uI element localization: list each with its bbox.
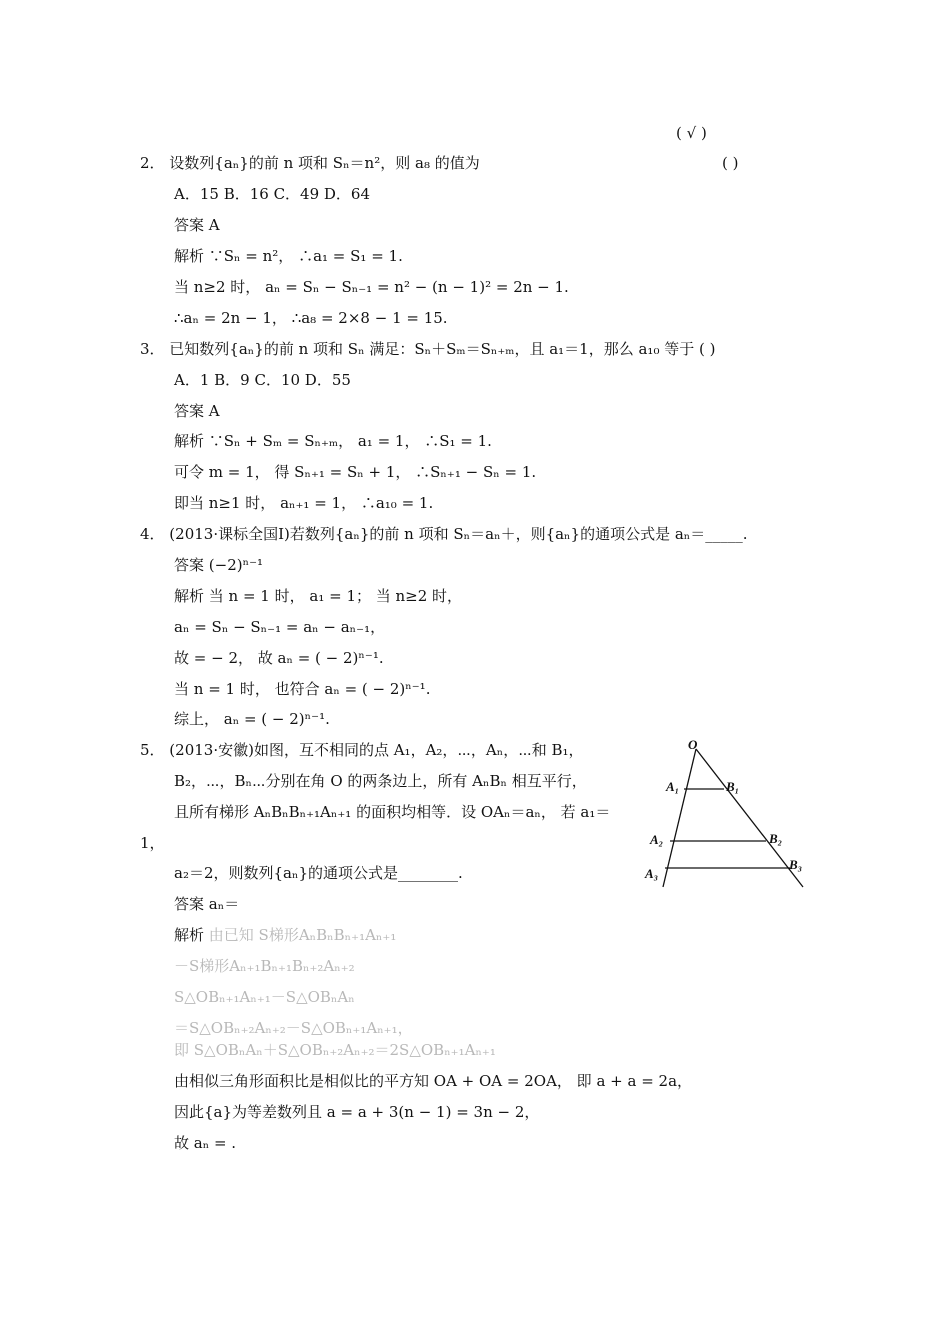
top-bracket: ( √ ) xyxy=(676,124,707,142)
line-text: A．15 B．16 C．49 D．64 xyxy=(174,185,371,203)
line-text: 答案 (−2)ⁿ⁻¹ xyxy=(174,556,264,574)
text-line-q3-ans xyxy=(174,401,220,421)
faint-formula-text: －S梯形Aₙ₊₁Bₙ₊₁Bₙ₊₂Aₙ₊₂ xyxy=(174,957,355,975)
text-line-q5-sol3 xyxy=(174,987,355,1007)
line-text: A．1 B．9 C．10 D．55 xyxy=(174,371,351,389)
right-ray xyxy=(696,749,803,887)
trapezoid-figure xyxy=(640,735,820,890)
text-line-q4-sol1 xyxy=(174,586,462,606)
line-text: 因此{a}为等差数列且 a = a + 3(n − 1) = 3n − 2， xyxy=(174,1103,540,1121)
line-text: 由相似三角形面积比是相似比的平方知 OA + OA = 2OA， 即 a + a = 2a， xyxy=(174,1072,693,1090)
text-line-q2-sol3 xyxy=(174,308,448,328)
text-line-q4-sol4 xyxy=(174,679,430,699)
text-line-q5-sol2 xyxy=(174,956,355,976)
text-line-q2-ans xyxy=(174,215,220,235)
text-line-q5-sol8 xyxy=(174,1133,236,1153)
text-line-q3-sol1 xyxy=(174,431,492,451)
line-text: 解析 ∵Sₙ + Sₘ = Sₙ₊ₘ， a₁ = 1， ∴S₁ = 1. xyxy=(174,432,492,450)
text-line-q5-sol7 xyxy=(174,1102,539,1122)
label-a1: A₁ xyxy=(666,779,680,794)
line-text: 故 aₙ = . xyxy=(174,1134,237,1152)
line-text: 1， xyxy=(140,834,165,852)
line-text: ( ) xyxy=(722,154,739,172)
label-o: O xyxy=(688,737,698,752)
faint-formula-text: 由已知 S梯形AₙBₙBₙ₊₁Aₙ₊₁ xyxy=(208,926,397,944)
text-line-q3-sol3 xyxy=(174,493,433,513)
line-text: 答案 aₙ＝ xyxy=(174,895,240,913)
left-ray xyxy=(663,749,696,887)
text-line-q5-sol6 xyxy=(174,1071,692,1091)
line-text: 答案 A xyxy=(174,216,220,234)
text-line-q3-opts xyxy=(174,370,351,390)
line-text: 5． (2013·安徽)如图，互不相同的点 A₁，A₂，⋯，Aₙ，⋯和 B₁， xyxy=(140,741,584,759)
label-b1: B₁ xyxy=(726,779,740,794)
text-line-q4-sol2 xyxy=(174,617,385,637)
text-line-q5-sol4 xyxy=(174,1018,413,1038)
line-text: 当 n≥2 时， aₙ = Sₙ − Sₙ₋₁ = n² − (n − 1)² = 2n − 1. xyxy=(174,278,569,296)
line-text: aₙ = Sₙ − Sₙ₋₁ = aₙ − aₙ₋₁， xyxy=(174,618,386,636)
line-text: 解析 xyxy=(174,926,209,944)
text-line-q5-4 xyxy=(140,833,165,853)
text-line-q3 xyxy=(140,339,715,359)
line-text: B₂，⋯，Bₙ⋯分别在角 O 的两条边上，所有 AₙBₙ 相互平行， xyxy=(174,772,587,790)
line-text: a₂＝2，则数列{aₙ}的通项公式是________. xyxy=(174,864,463,882)
text-line-q5-5 xyxy=(174,863,463,883)
line-text: 当 n = 1 时， 也符合 aₙ = ( − 2)ⁿ⁻¹. xyxy=(174,680,431,698)
line-text: 解析 当 n = 1 时， a₁ = 1； 当 n≥2 时， xyxy=(174,587,463,605)
faint-formula-text: 即 S△OBₙAₙ＋S△OBₙ₊₂Aₙ₊₂＝2S△OBₙ₊₁Aₙ₊₁ xyxy=(174,1041,496,1059)
faint-formula-text: ＝S△OBₙ₊₂Aₙ₊₂－S△OBₙ₊₁Aₙ₊₁， xyxy=(174,1019,413,1037)
text-line-q2-paren xyxy=(722,153,738,173)
line-text: 可令 m = 1， 得 Sₙ₊₁ = Sₙ + 1， ∴Sₙ₊₁ − Sₙ = 1. xyxy=(174,463,537,481)
line-text: 3． 已知数列{aₙ}的前 n 项和 Sₙ 满足：Sₙ＋Sₘ＝Sₙ₊ₘ，且 a₁＝1，那么 a₁₀ 等于 ( ) xyxy=(140,340,716,358)
text-line-q4 xyxy=(140,524,748,544)
line-text: 2． 设数列{aₙ}的前 n 项和 Sₙ＝n²，则 a₈ 的值为 xyxy=(140,154,480,172)
text-line-q3-sol2 xyxy=(174,462,536,482)
line-text: 且所有梯形 AₙBₙBₙ₊₁Aₙ₊₁ 的面积均相等．设 OAₙ＝aₙ， 若 a₁＝ xyxy=(174,803,611,821)
line-text: 综上， aₙ = ( − 2)ⁿ⁻¹. xyxy=(174,710,330,728)
line-text: 解析 ∵Sₙ = n²， ∴a₁ = S₁ = 1. xyxy=(174,247,403,265)
label-b2: B₂ xyxy=(769,831,783,846)
text-line-q2-sol2 xyxy=(174,277,569,297)
line-text: 答案 A xyxy=(174,402,220,420)
label-b3: B₃ xyxy=(789,857,803,872)
line-text: 4． (2013·课标全国Ⅰ)若数列{aₙ}的前 n 项和 Sₙ＝aₙ＋，则{aₙ}的通项公式是 aₙ＝_____. xyxy=(140,525,748,543)
faint-formula-text: S△OBₙ₊₁Aₙ₊₁－S△OBₙAₙ xyxy=(174,988,355,1006)
line-text: 即当 n≥1 时， aₙ₊₁ = 1， ∴a₁₀ = 1. xyxy=(174,494,434,512)
text-line-q5-ans xyxy=(174,894,239,914)
text-line-q5-sol1 xyxy=(174,925,396,945)
line-text: 故 = − 2， 故 aₙ = ( − 2)ⁿ⁻¹. xyxy=(174,649,384,667)
text-line-q2-opts xyxy=(174,184,370,204)
text-line-q5-3 xyxy=(174,802,610,822)
label-a3: A₃ xyxy=(645,866,659,881)
label-a2: A₂ xyxy=(650,832,664,847)
text-line-q5-sol5 xyxy=(174,1040,496,1060)
text-line-q4-ans xyxy=(174,555,263,575)
text-line-q2-sol1 xyxy=(174,246,403,266)
text-line-q4-sol3 xyxy=(174,648,384,668)
line-text: ∴aₙ = 2n − 1， ∴a₈ = 2×8 − 1 = 15. xyxy=(174,309,448,327)
text-line-q5-2 xyxy=(174,771,587,791)
text-line-q5-1 xyxy=(140,740,584,760)
text-line-q4-sol5 xyxy=(174,709,330,729)
text-line-q2 xyxy=(140,153,480,173)
